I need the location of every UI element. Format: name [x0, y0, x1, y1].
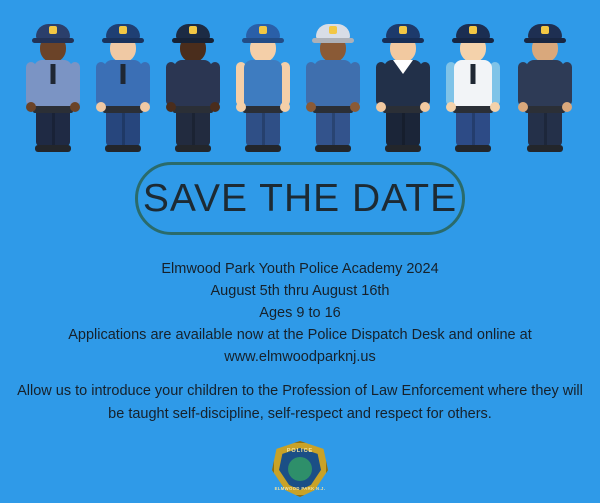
description-paragraph: Allow us to introduce your children to the Profession of Law Enforcement where they will be taught self-discipline, self-respect and respect for others. [17, 383, 583, 422]
detail-line-1: Elmwood Park Youth Police Academy 2024 [161, 261, 439, 277]
police-hat-icon [36, 24, 70, 39]
officer-hand-right [280, 102, 290, 112]
officer-belt [525, 106, 565, 113]
hat-badge-icon [189, 26, 197, 34]
officer-hand-left [446, 102, 456, 112]
save-the-date-banner [135, 162, 465, 235]
officer-figure-4 [232, 12, 294, 152]
officer-shoes [245, 145, 281, 152]
officer-hand-right [210, 102, 220, 112]
officer-shoes [527, 145, 563, 152]
officer-figure-1 [22, 12, 84, 152]
officer-belt [173, 106, 213, 113]
officer-figure-7 [442, 12, 504, 152]
event-details [0, 258, 600, 368]
detail-line-3: Ages 9 to 16 [259, 305, 341, 321]
officer-hand-right [420, 102, 430, 112]
officer-hand-left [306, 102, 316, 112]
officer-torso [526, 60, 564, 112]
headline-text: SAVE THE DATE [142, 176, 458, 220]
officer-hand-right [350, 102, 360, 112]
officer-figure-8 [514, 12, 576, 152]
officer-shoes [35, 145, 71, 152]
badge-top-text: POLICE [286, 448, 314, 454]
officer-tie [121, 64, 126, 84]
police-hat-icon [246, 24, 280, 39]
officer-shoes [175, 145, 211, 152]
officer-torso [174, 60, 212, 112]
police-officers-illustration [22, 4, 582, 152]
hat-badge-icon [259, 26, 267, 34]
badge-bottom-text: ELMWOOD PARK N.J. [274, 486, 326, 491]
officer-hand-left [166, 102, 176, 112]
hat-badge-icon [119, 26, 127, 34]
officer-shoes [315, 145, 351, 152]
officer-hand-left [236, 102, 246, 112]
hat-badge-icon [49, 26, 57, 34]
officer-hand-right [490, 102, 500, 112]
officer-hand-right [140, 102, 150, 112]
officer-figure-5 [302, 12, 364, 152]
police-hat-icon [456, 24, 490, 39]
officer-tie [471, 64, 476, 84]
officer-belt [103, 106, 143, 113]
hat-badge-icon [399, 26, 407, 34]
officer-torso [244, 60, 282, 112]
police-hat-icon [106, 24, 140, 39]
officer-hand-left [518, 102, 528, 112]
police-hat-icon [316, 24, 350, 39]
police-badge-icon [272, 441, 328, 497]
officer-belt [33, 106, 73, 113]
officer-belt [243, 106, 283, 113]
hat-badge-icon [541, 26, 549, 34]
officer-hand-left [96, 102, 106, 112]
detail-line-4: Applications are available now at the Police Dispatch Desk and online at [68, 327, 532, 343]
badge-center-seal [288, 457, 312, 481]
officer-hand-right [562, 102, 572, 112]
officer-torso [314, 60, 352, 112]
police-hat-icon [528, 24, 562, 39]
officer-shoes [455, 145, 491, 152]
police-hat-icon [176, 24, 210, 39]
officer-belt [453, 106, 493, 113]
police-hat-icon [386, 24, 420, 39]
hat-badge-icon [329, 26, 337, 34]
officer-hand-right [70, 102, 80, 112]
officer-belt [383, 106, 423, 113]
officer-tie [51, 64, 56, 84]
officer-figure-3 [162, 12, 224, 152]
officer-hand-left [26, 102, 36, 112]
officer-shoes [385, 145, 421, 152]
officer-belt [313, 106, 353, 113]
website-link[interactable]: www.elmwoodparknj.us [224, 349, 376, 365]
officer-figure-2 [92, 12, 154, 152]
hat-badge-icon [469, 26, 477, 34]
detail-line-2: August 5th thru August 16th [210, 283, 390, 299]
officer-figure-6 [372, 12, 434, 152]
officer-hand-left [376, 102, 386, 112]
officer-shoes [105, 145, 141, 152]
